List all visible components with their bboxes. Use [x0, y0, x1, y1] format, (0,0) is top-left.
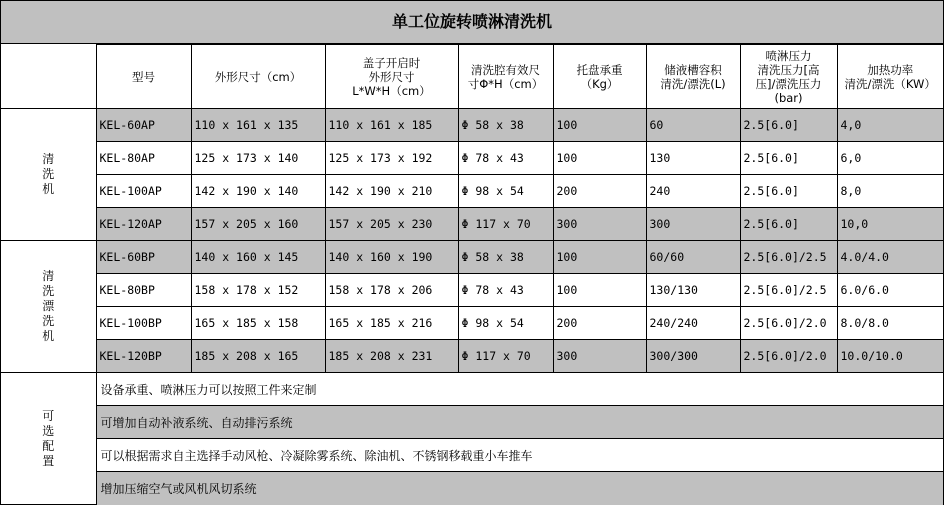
table-cell: 142 x 190 x 210 [325, 175, 458, 208]
table-cell: 2.5[6.0]/2.5 [740, 274, 837, 307]
column-header: 外形尺寸（cm） [191, 45, 325, 109]
group-label [1, 109, 96, 241]
option-row [1, 439, 943, 472]
table-cell: 8.0/8.0 [837, 307, 943, 340]
table-row [1, 109, 943, 142]
table-cell: KEL-100BP [96, 307, 191, 340]
table-cell: 10,0 [837, 208, 943, 241]
table-cell: 140 x 160 x 190 [325, 241, 458, 274]
table-cell: 60 [646, 109, 740, 142]
table-cell: 110 x 161 x 185 [325, 109, 458, 142]
table-cell: 2.5[6.0] [740, 109, 837, 142]
table-cell: 158 x 178 x 152 [191, 274, 325, 307]
option-text: 增加压缩空气或风机风切系统 [96, 472, 943, 505]
table-cell: 2.5[6.0] [740, 142, 837, 175]
table-cell: KEL-120AP [96, 208, 191, 241]
table-cell: 100 [553, 274, 646, 307]
table-cell: Φ 98 x 54 [458, 175, 553, 208]
table-cell: 158 x 178 x 206 [325, 274, 458, 307]
table-cell: KEL-120BP [96, 340, 191, 373]
spec-table [1, 44, 943, 505]
table-cell: 2.5[6.0] [740, 175, 837, 208]
table-cell: 100 [553, 241, 646, 274]
table-cell: 6.0/6.0 [837, 274, 943, 307]
table-cell: 142 x 190 x 140 [191, 175, 325, 208]
table-row [1, 241, 943, 274]
table-cell: Φ 58 x 38 [458, 109, 553, 142]
table-cell: 60/60 [646, 241, 740, 274]
table-cell: Φ 98 x 54 [458, 307, 553, 340]
table-cell: 185 x 208 x 231 [325, 340, 458, 373]
table-cell: 300/300 [646, 340, 740, 373]
table-cell: 165 x 185 x 216 [325, 307, 458, 340]
table-cell: 125 x 173 x 192 [325, 142, 458, 175]
option-text: 可以根据需求自主选择手动风枪、冷凝除雾系统、除油机、不锈钢移载重小车推车 [96, 439, 943, 472]
option-row [1, 406, 943, 439]
option-row [1, 472, 943, 505]
table-cell: 8,0 [837, 175, 943, 208]
table-cell: 300 [646, 208, 740, 241]
table-cell: KEL-80BP [96, 274, 191, 307]
table-cell: 4.0/4.0 [837, 241, 943, 274]
column-header: 型号 [96, 45, 191, 109]
table-cell: 100 [553, 109, 646, 142]
group-label [1, 241, 96, 373]
column-header: 加热功率 清洗/漂洗（KW） [837, 45, 943, 109]
table-cell: 2.5[6.0] [740, 208, 837, 241]
option-row [1, 373, 943, 406]
table-cell: 2.5[6.0]/2.0 [740, 307, 837, 340]
table-cell: 185 x 208 x 165 [191, 340, 325, 373]
group-label-text: 清洗机 [42, 152, 55, 196]
table-cell: Φ 78 x 43 [458, 142, 553, 175]
table-cell: Φ 78 x 43 [458, 274, 553, 307]
table-cell: KEL-80AP [96, 142, 191, 175]
option-text: 设备承重、喷淋压力可以按照工件来定制 [96, 373, 943, 406]
table-cell: 100 [553, 142, 646, 175]
column-header: 托盘承重 （Kg） [553, 45, 646, 109]
table-cell: KEL-60BP [96, 241, 191, 274]
header-corner [1, 45, 96, 109]
table-cell: KEL-60AP [96, 109, 191, 142]
table-cell: Φ 117 x 70 [458, 208, 553, 241]
table-cell: 140 x 160 x 145 [191, 241, 325, 274]
table-cell: 157 x 205 x 160 [191, 208, 325, 241]
table-cell: 110 x 161 x 135 [191, 109, 325, 142]
table-cell: 130 [646, 142, 740, 175]
table-row [1, 175, 943, 208]
table-cell: 10.0/10.0 [837, 340, 943, 373]
table-cell: 125 x 173 x 140 [191, 142, 325, 175]
table-cell: 157 x 205 x 230 [325, 208, 458, 241]
table-cell: KEL-100AP [96, 175, 191, 208]
table-cell: 165 x 185 x 158 [191, 307, 325, 340]
table-row [1, 340, 943, 373]
table-cell: 240 [646, 175, 740, 208]
table-cell: 200 [553, 307, 646, 340]
table-row [1, 142, 943, 175]
header-row [1, 45, 943, 109]
table-cell: 6,0 [837, 142, 943, 175]
table-cell: 240/240 [646, 307, 740, 340]
table-cell: 130/130 [646, 274, 740, 307]
column-header: 清洗腔有效尺 寸Φ*H（cm） [458, 45, 553, 109]
table-row [1, 274, 943, 307]
table-cell: Φ 117 x 70 [458, 340, 553, 373]
table-cell: 2.5[6.0]/2.0 [740, 340, 837, 373]
table-row [1, 307, 943, 340]
group-label-text: 清洗漂洗机 [42, 269, 55, 343]
group-label-text: 可选配置 [42, 408, 55, 468]
option-text: 可增加自动补液系统、自动排污系统 [96, 406, 943, 439]
table-cell: 300 [553, 340, 646, 373]
table-row [1, 208, 943, 241]
table-cell: 300 [553, 208, 646, 241]
group-label [1, 373, 96, 505]
table-cell: Φ 58 x 38 [458, 241, 553, 274]
column-header: 盖子开启时 外形尺寸 L*W*H（cm） [325, 45, 458, 109]
column-header: 储液槽容积 清洗/漂洗(L) [646, 45, 740, 109]
sheet-title: 单工位旋转喷淋清洗机 [1, 1, 943, 44]
table-cell: 4,0 [837, 109, 943, 142]
table-cell: 2.5[6.0]/2.5 [740, 241, 837, 274]
column-header: 喷淋压力 清洗压力[高 压]/漂洗压力 (bar) [740, 45, 837, 109]
table-cell: 200 [553, 175, 646, 208]
